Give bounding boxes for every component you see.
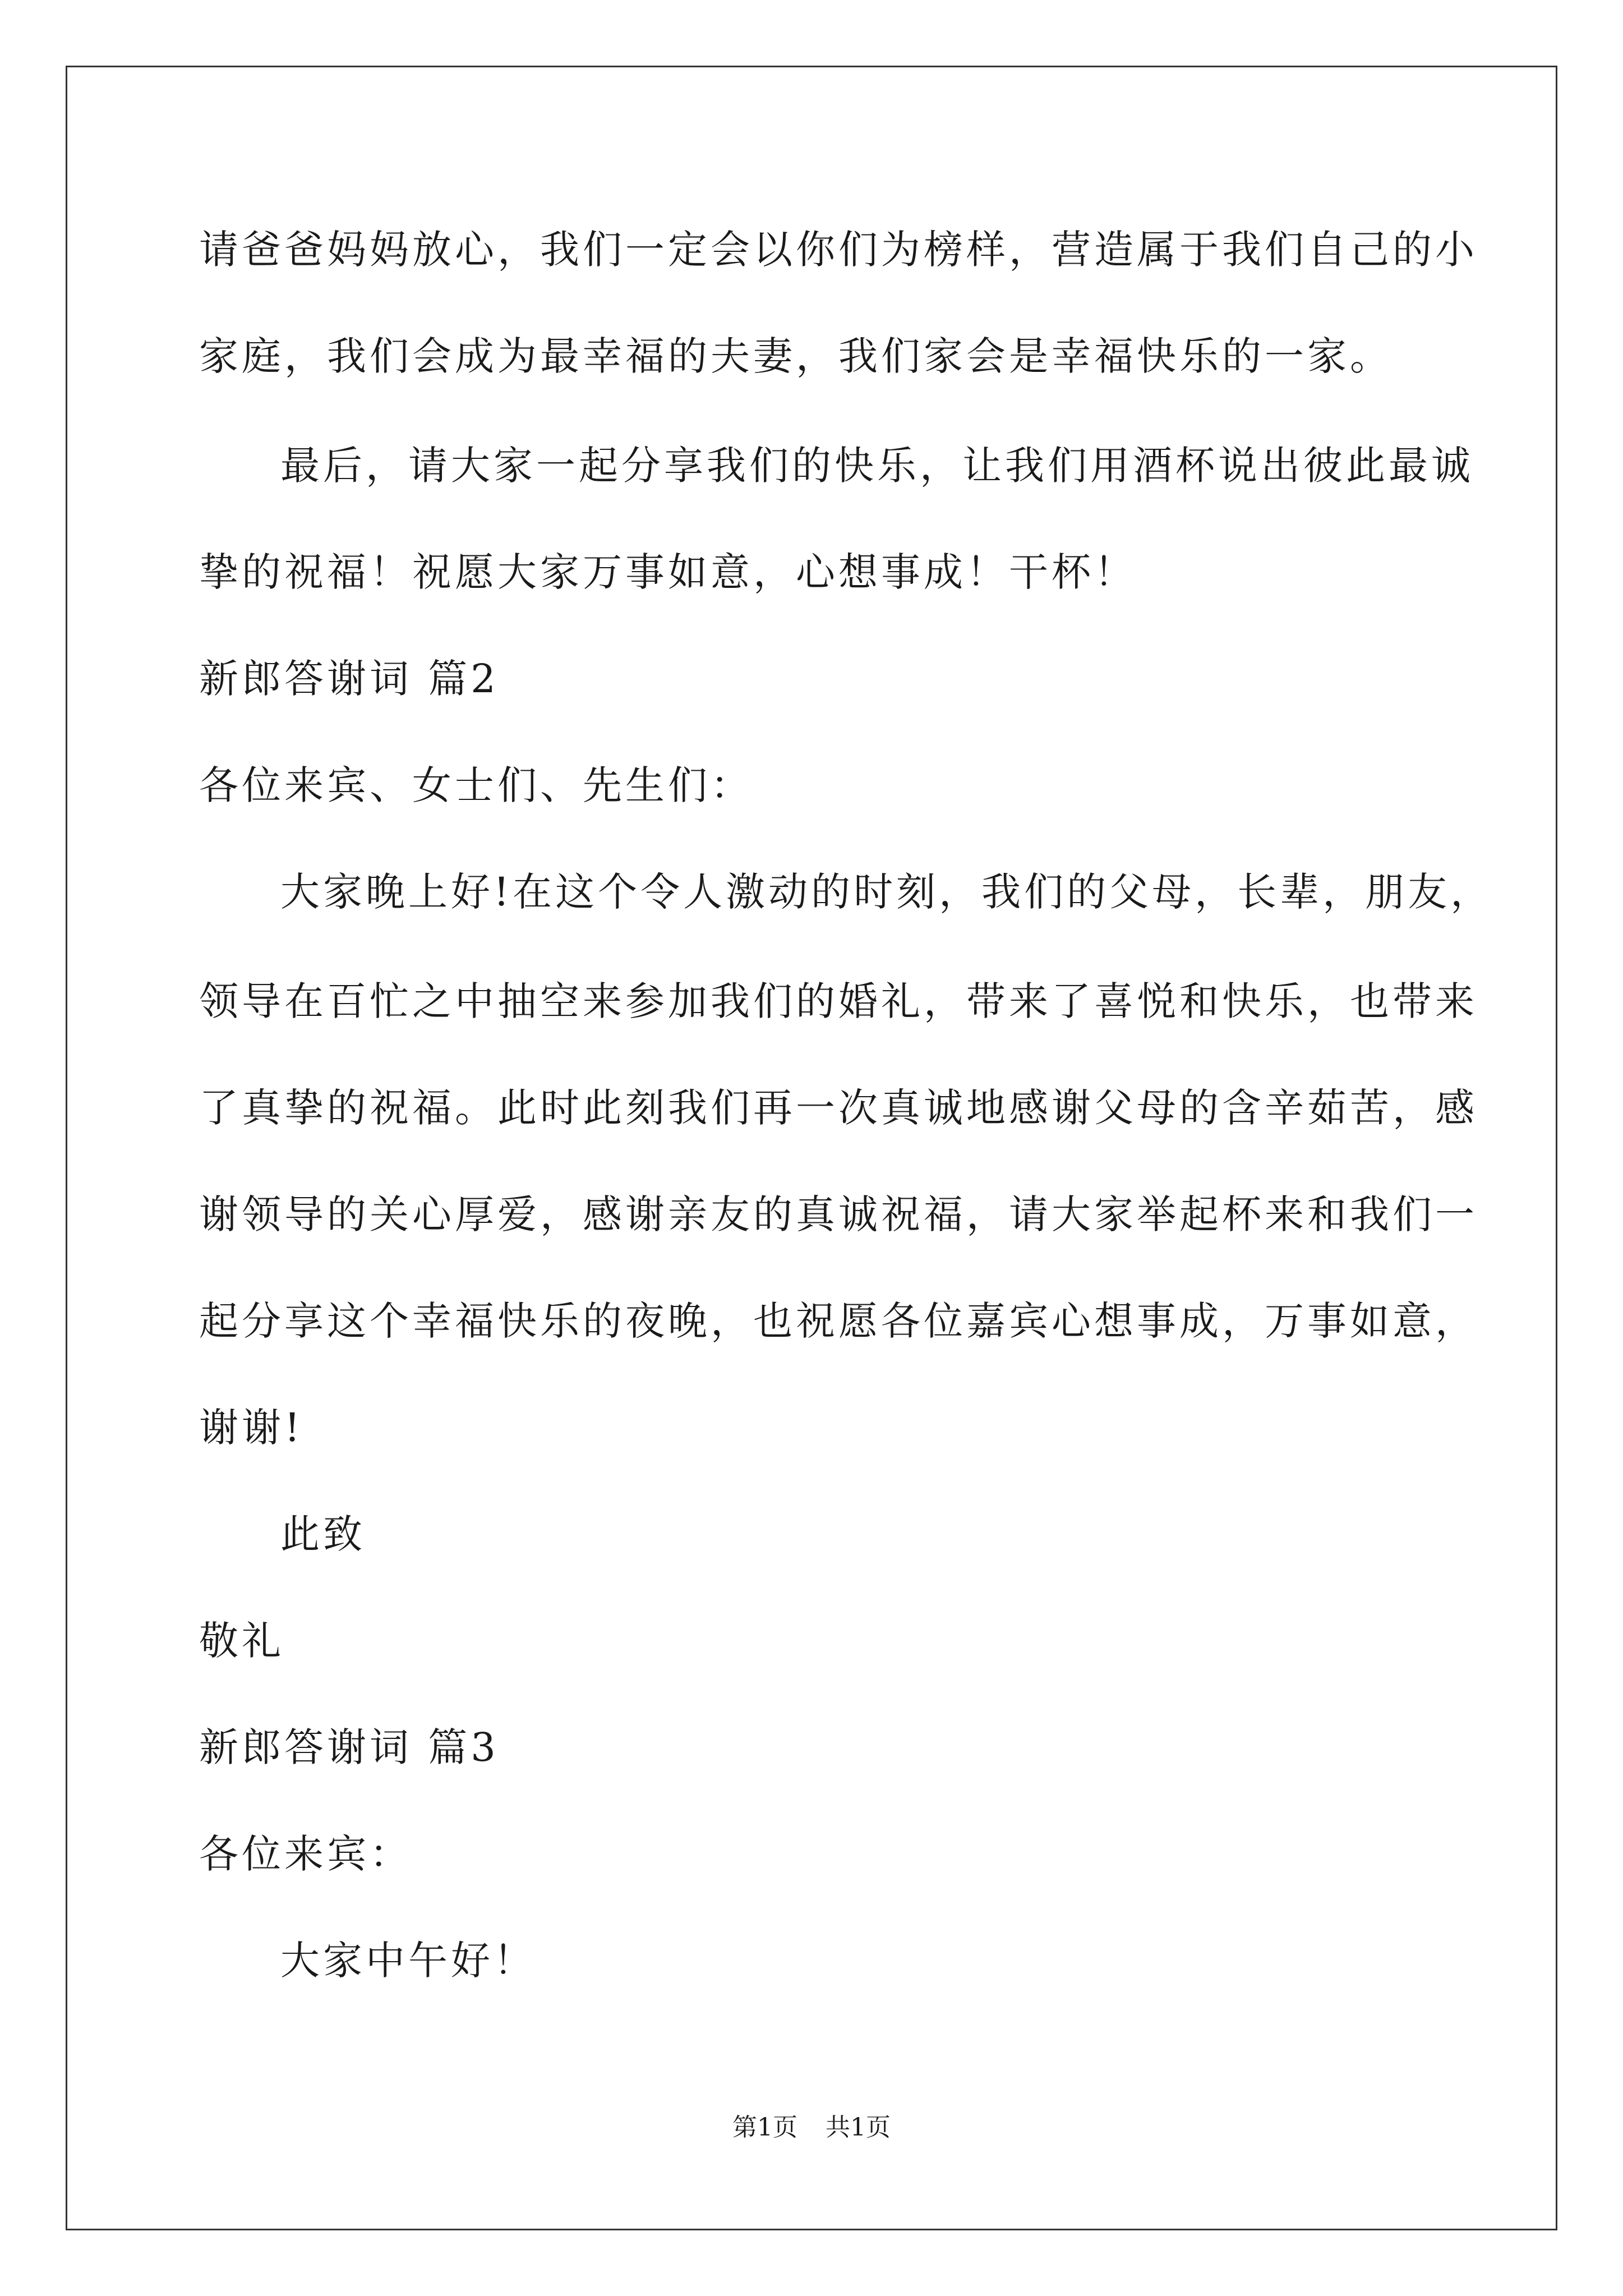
- text-line: 大家中午好！: [280, 1938, 536, 1984]
- section-heading: 新郎答谢词 篇3: [199, 1724, 499, 1770]
- text-line: 请爸爸妈妈放心，我们一定会以你们为榜样，营造属于我们自己的小: [199, 227, 1478, 273]
- salutation: 各位来宾：: [199, 1831, 412, 1877]
- text-line: 领导在百忙之中抽空来参加我们的婚礼，带来了喜悦和快乐，也带来: [199, 978, 1478, 1024]
- closing-line: 此致: [280, 1511, 366, 1557]
- page-footer: [0, 2107, 1623, 2143]
- text-line: 大家晚上好!在这个令人激动的时刻，我们的父母，长辈，朋友，: [280, 869, 1493, 915]
- text-line: 家庭，我们会成为最幸福的夫妻，我们家会是幸福快乐的一家。: [199, 333, 1393, 379]
- text-line: 谢领导的关心厚爱，感谢亲友的真诚祝福，请大家举起杯来和我们一: [199, 1191, 1478, 1237]
- section-heading: 新郎答谢词 篇2: [199, 656, 499, 702]
- text-line: 挚的祝福！祝愿大家万事如意，心想事成！干杯！: [199, 549, 1137, 595]
- page-total: 共1页: [826, 2113, 891, 2142]
- text-line: 谢谢!: [199, 1405, 304, 1451]
- page-number: 第1页: [732, 2113, 797, 2142]
- closing-line: 敬礼: [199, 1618, 284, 1664]
- page-border: [66, 66, 1557, 2230]
- text-line: 了真挚的祝福。此时此刻我们再一次真诚地感谢父母的含辛茹苦，感: [199, 1085, 1478, 1131]
- text-line: 最后，请大家一起分享我们的快乐，让我们用酒杯说出彼此最诚: [280, 443, 1474, 489]
- text-line: 起分享这个幸福快乐的夜晚，也祝愿各位嘉宾心想事成，万事如意，: [199, 1298, 1478, 1344]
- salutation: 各位来宾、女士们、先生们：: [199, 762, 753, 808]
